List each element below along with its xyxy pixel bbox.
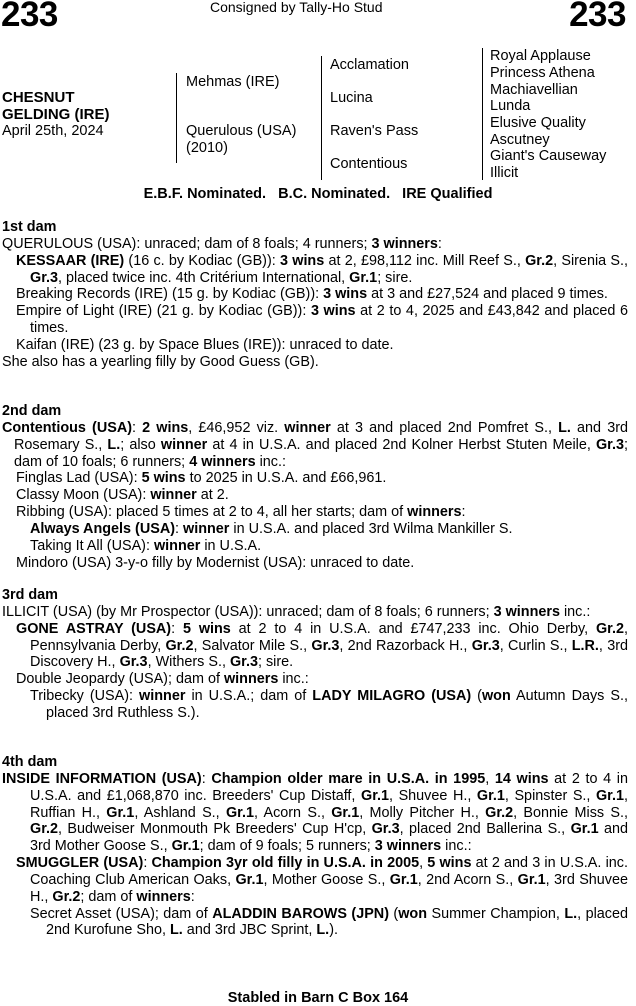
lot-number-right: 233: [569, 0, 626, 34]
sire-dam: Lucina: [330, 90, 373, 106]
gen3-1: Royal Applause: [490, 48, 591, 64]
yearling-note: She also has a yearling filly by Good Guess (GB).: [2, 353, 319, 370]
dam-year: (2010): [186, 140, 228, 156]
dam-dam: Contentious: [330, 156, 408, 172]
produce-finglas-lad: Finglas Lad (USA): 5 wins to 2025 in U.S.A. and £66,961.: [16, 470, 387, 487]
dam-illicit: ILLICIT (USA) (by Mr Prospector (USA)): unraced; dam of 8 foals; 6 runners; 3 winners inc.:: [2, 603, 591, 620]
produce-kessaar: KESSAAR (IRE) (16 c. by Kodiac (GB)): 3 wins at 2, £98,112 inc. Mill Reef S., Gr.2, Sirenia S., Gr.3, placed twice inc. 4th Critérium International, Gr.1; sire.: [16, 252, 628, 286]
dam: Querulous (USA): [186, 123, 297, 139]
fourth-dam-section: [2, 754, 628, 939]
produce-gone-astray: GONE ASTRAY (USA): 5 wins at 2 to 4 in U.S.A. and £747,233 inc. Ohio Derby, Gr.2, Pennsylvania Derby, Gr.2, Salvator Mile S., Gr.3, 2nd Razorback H., Gr.3, Curlin S., L.R., 3rd Discovery H., Gr.3, Withers S., Gr.3; sire.: [16, 620, 628, 671]
sire: Mehmas (IRE): [186, 74, 280, 90]
nominations: E.B.F. Nominated. B.C. Nominated. IRE Qualified: [143, 186, 493, 202]
first-dam-intro: QUERULOUS (USA): unraced; dam of 8 foals; 4 runners; 3 winners:: [2, 235, 442, 252]
foaling-date: April 25th, 2024: [2, 123, 104, 139]
gen3-3: Machiavellian: [490, 82, 578, 98]
produce-taking-it-all: Taking It All (USA): winner in U.S.A.: [30, 537, 262, 554]
first-dam-section: [2, 219, 628, 371]
produce-mindoro: Mindoro (USA) 3-y-o filly by Modernist (USA): unraced to date.: [16, 554, 415, 571]
second-dam-title: 2nd dam: [2, 403, 62, 419]
third-dam-section: [2, 587, 628, 722]
produce-classy-moon: Classy Moon (USA): winner at 2.: [16, 487, 229, 504]
pedigree-bracket-1: [176, 73, 177, 163]
gen3-4: Lunda: [490, 98, 531, 114]
dam-sire: Raven's Pass: [330, 123, 419, 139]
pedigree-bracket-3: [482, 48, 483, 180]
third-dam-title: 3rd dam: [2, 587, 58, 603]
stabling-footer: Stabled in Barn C Box 164: [227, 990, 409, 1006]
produce-tribecky: Tribecky (USA): winner in U.S.A.; dam of LADY MILAGRO (USA) (won Autumn Days S., placed 3rd Ruthless S.).: [30, 688, 628, 721]
produce-ribbing: Ribbing (USA): placed 5 times at 2 to 4, all her starts; dam of winners:: [16, 504, 466, 521]
dam-inside-information: INSIDE INFORMATION (USA): Champion older mare in U.S.A. in 1995, 14 wins at 2 to 4 in U.S.A. and £1,068,870 inc. Breeders' Cup Distaff, Gr.1, Shuvee H., Gr.1, Spinster S., Gr.1, Ruffian H., Gr.1, Ashland S., Gr.1, Acorn S., Gr.1, Molly Pitcher H., Gr.2, Bonnie Miss S., Gr.2, Budweiser Monmouth Pk Breeders' Cup H'cp, Gr.3, placed 2nd Ballerina S., Gr.1 and 3rd Mother Goose S., Gr.1; dam of 9 foals; 5 runners; 3 winners inc.:: [2, 770, 628, 855]
first-dam-title: 1st dam: [2, 219, 57, 235]
horse-name-line2: GELDING (IRE): [2, 106, 110, 123]
produce-breaking-records: Breaking Records (IRE) (15 g. by Kodiac (GB)): 3 wins at 3 and £27,524 and placed 9 times.: [16, 286, 608, 303]
fourth-dam-title: 4th dam: [2, 754, 58, 770]
gen3-8: Illicit: [490, 165, 519, 181]
horse-name-line1: CHESNUT: [2, 89, 75, 106]
produce-kaifan: Kaifan (IRE) (23 g. by Space Blues (IRE)): unraced to date.: [16, 336, 394, 353]
pedigree-bracket-2: [321, 56, 322, 180]
consignor: Consigned by Tally-Ho Stud: [210, 0, 383, 15]
second-dam-section: [2, 403, 628, 571]
produce-empire-of-light: Empire of Light (IRE) (21 g. by Kodiac (GB)): 3 wins at 2 to 4, 2025 and £43,842 and placed 6 times.: [16, 303, 628, 337]
gen3-5: Elusive Quality: [490, 115, 586, 131]
produce-always-angels: Always Angels (USA): winner in U.S.A. and placed 3rd Wilma Mankiller S.: [30, 520, 513, 537]
sire-sire: Acclamation: [330, 57, 409, 73]
produce-smuggler: SMUGGLER (USA): Champion 3yr old filly in U.S.A. in 2005, 5 wins at 2 and 3 in U.S.A. inc. Coaching Club American Oaks, Gr.1, Mother Goose S., Gr.1, 2nd Acorn S., Gr.1, 3rd Shuvee H., Gr.2; dam of winners:: [16, 855, 628, 905]
gen3-6: Ascutney: [490, 132, 550, 148]
lot-number-left: 233: [1, 0, 58, 34]
produce-double-jeopardy: Double Jeopardy (USA); dam of winners inc.:: [16, 671, 309, 688]
dam-contentious: Contentious (USA): 2 wins, £46,952 viz. winner at 3 and placed 2nd Pomfret S., L. and 3rd Rosemary S., L.; also winner at 4 in U.S.A. and placed 2nd Kolner Herbst Stuten Meile, Gr.3; dam of 10 foals; 6 runners; 4 winners inc.:: [2, 419, 628, 470]
gen3-7: Giant's Causeway: [490, 148, 607, 164]
produce-secret-asset: Secret Asset (USA); dam of ALADDIN BAROWS (JPN) (won Summer Champion, L., placed 2nd Kurofune Sho, L. and 3rd JBC Sprint, L.).: [30, 905, 628, 939]
gen3-2: Princess Athena: [490, 65, 595, 81]
